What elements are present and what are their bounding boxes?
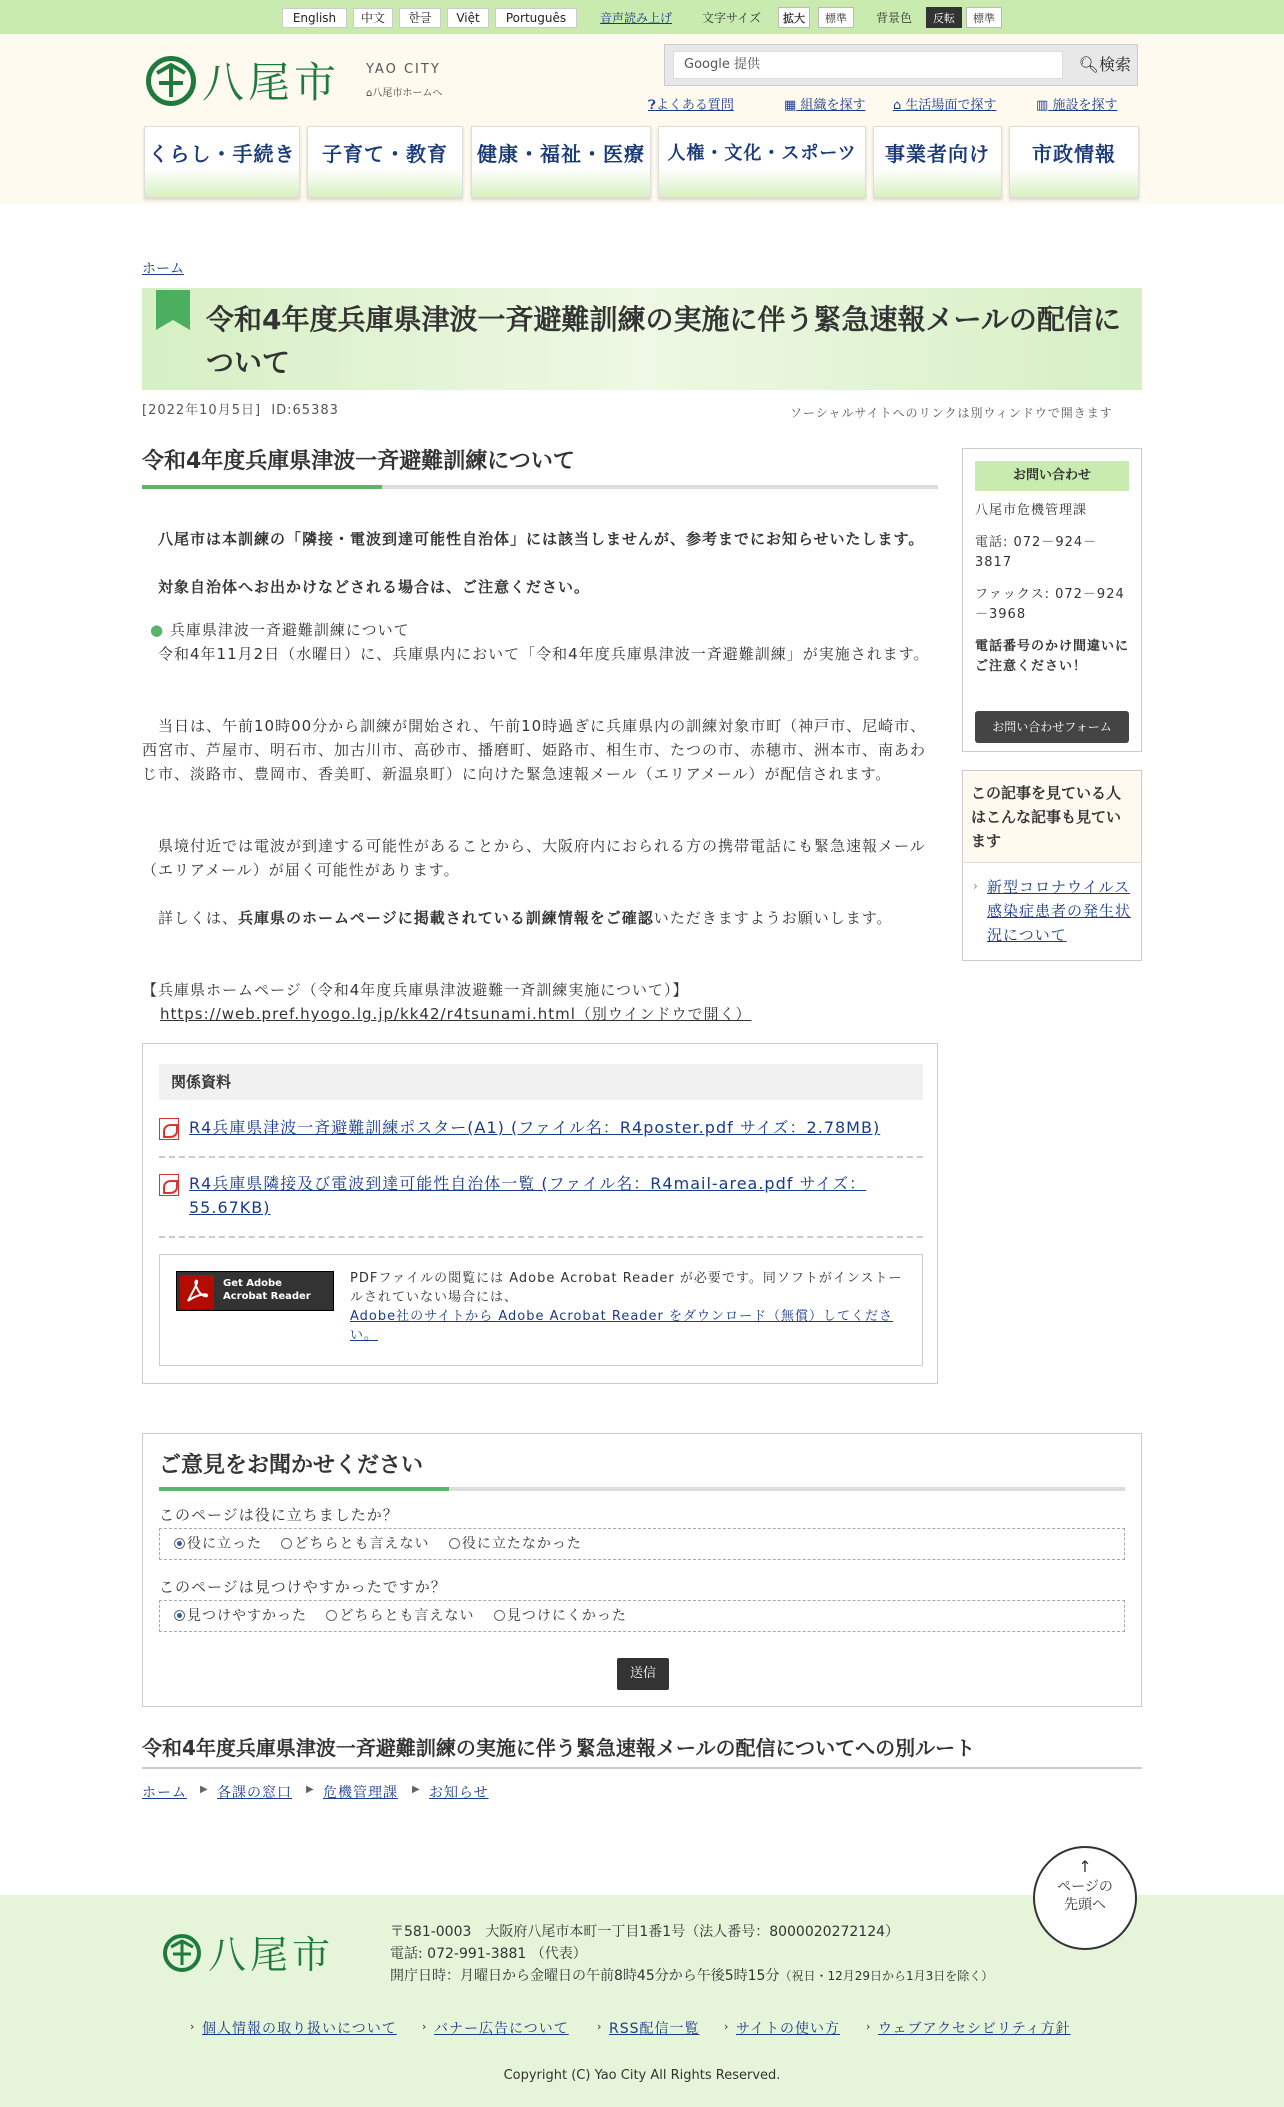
org-icon: ▦ (784, 98, 797, 113)
triangle-right-icon: ▶ (306, 1784, 314, 1795)
utility-bar (0, 0, 1284, 34)
fontsize-large-button[interactable]: 拡大 (778, 7, 810, 28)
footer-hours (390, 1965, 993, 1985)
contact-dept: 八尾市危機管理課 (975, 503, 1088, 518)
search-input[interactable]: Google 提供 (673, 51, 1063, 79)
pdf-link-poster[interactable]: R4兵庫県津波一斉避難訓練ポスター(A1) (ファイル名：R4poster.pdf サイズ：2.78MB) (189, 1118, 881, 1137)
contact-form-button[interactable]: お問い合わせフォーム (975, 711, 1129, 743)
house-icon: ⌂ (893, 98, 902, 113)
lang-korean-link[interactable]: 한글 (399, 8, 441, 28)
contact-tel: 電話: 072－924－3817 (975, 535, 1098, 570)
alt-route-heading: 令和4年度兵庫県津波一斉避難訓練の実施に伴う緊急速報メールの配信についてへの別ルート (142, 1732, 1142, 1769)
copyright: Copyright (C) Yao City All Rights Reserved. (503, 2068, 781, 2083)
page-top-line1: ページの (1057, 1879, 1113, 1895)
hyogo-link[interactable]: https://web.pref.hyogo.lg.jp/kk42/r4tsunami.html（別ウインドウで開く） (160, 1005, 752, 1023)
notice-text-1: 八尾市は本訓練の「隣接・電波到達可能性自治体」には該当しませんが、参考までにお知らせいたします。 (158, 530, 925, 548)
search-button[interactable] (1063, 51, 1131, 79)
bullet-dot-icon: ● (150, 621, 165, 639)
adobe-reader-text: Acrobat Reader (223, 1291, 311, 1302)
read-aloud-link[interactable]: 音声読み上げ (600, 11, 673, 25)
alt-route-departments[interactable]: 各課の窓口 (217, 1785, 292, 1801)
nav-culture[interactable]: 人権・文化・スポーツ (658, 126, 866, 198)
find-org-label: 組織を探す (800, 98, 866, 113)
feedback-options-2 (159, 1600, 1125, 1632)
footer-hours-text: 開庁日時：月曜日から金曜日の午前8時45分から午後5時15分 (390, 1968, 780, 1984)
home-link-label: 八尾市ホームへ (372, 88, 443, 99)
footer-hours-note: （祝日・12月29日から1月3日を除く） (779, 1969, 994, 1983)
footer-link-rss[interactable]: RSS配信一覧 (609, 2021, 700, 2037)
radio-easy[interactable] (174, 1608, 307, 1624)
radio-useful[interactable] (174, 1536, 262, 1552)
related-articles (962, 770, 1142, 961)
paragraph-1: 令和4年11月2日（水曜日）に、兵庫県内において「令和4年度兵庫県津波一斉避難訓練」が実施されます。 (158, 645, 930, 663)
triangle-right-icon: ▶ (412, 1784, 420, 1795)
divider (159, 1236, 923, 1238)
alt-route-news[interactable]: お知らせ (429, 1785, 489, 1801)
publish-date-id (142, 399, 339, 418)
radio-hard[interactable] (494, 1608, 627, 1624)
page-title-box (142, 288, 1142, 390)
paragraph-4-a: 詳しくは、 (158, 909, 239, 927)
radio-label: 役に立った (187, 1536, 262, 1552)
page-top-line2: 先頭へ (1064, 1897, 1106, 1913)
footer-link-privacy[interactable]: 個人情報の取り扱いについて (202, 2021, 397, 2037)
radio-not-useful[interactable] (449, 1536, 582, 1552)
radio-button[interactable] (174, 1610, 185, 1621)
home-link[interactable] (366, 84, 442, 99)
contact-box (962, 448, 1142, 752)
pdf-link-area-list[interactable]: R4兵庫県隣接及び電波到達可能性自治体一覧 (ファイル名：R4mail-area.pdf サイズ：55.67KB) (189, 1174, 867, 1217)
radio-label: 見つけにくかった (506, 1608, 627, 1624)
notice-text-2: 対象自治体へお出かけなどされる場合は、ご注意ください。 (158, 578, 591, 596)
footer-logo-text: 八尾市 (208, 1933, 335, 1977)
question-icon: ❓︎ (648, 98, 656, 113)
bullet-item (150, 618, 946, 642)
breadcrumb-home[interactable]: ホーム (142, 261, 184, 277)
adobe-download-link[interactable]: Adobe社のサイトから Adobe Acrobat Reader をダウンロード（無償）してください。 (350, 1309, 894, 1343)
chevron-right-icon: › (866, 2020, 871, 2033)
radio-neutral-2[interactable] (326, 1608, 474, 1624)
fontsize-label: 文字サイズ (702, 11, 762, 25)
chevron-right-icon: › (422, 2020, 427, 2033)
pdf-icon (159, 1174, 179, 1196)
footer-address: 〒581-0003 大阪府八尾市本町一丁目1番1号（法人番号：8000020272124） (390, 1924, 900, 1940)
building-icon: ▥ (1036, 98, 1049, 113)
home-icon: ⌂ (366, 88, 373, 99)
radio-button[interactable] (494, 1610, 505, 1621)
radio-button[interactable] (174, 1538, 185, 1549)
lang-portuguese-link[interactable]: Português (495, 8, 577, 28)
feedback-heading: ご意見をお聞かせください (159, 1448, 1125, 1491)
contact-warning: 電話番号のかけ間違いにご注意ください！ (975, 639, 1130, 674)
find-facility-link[interactable] (1036, 94, 1117, 113)
page-top-button[interactable] (1033, 1846, 1137, 1950)
search-icon: 🔍︎ (1078, 55, 1099, 74)
find-life-scene-label: 生活場面で探す (905, 98, 997, 113)
lang-english-link[interactable]: English (282, 8, 347, 28)
bg-standard-button[interactable]: 標準 (966, 7, 1002, 28)
get-acrobat-reader-badge[interactable] (176, 1271, 334, 1311)
related-documents-heading: 関係資料 (159, 1064, 923, 1100)
adobe-text: PDFファイルの閲覧には Adobe Acrobat Reader が必要です。同ソフトがインストールされていない場合には、 (350, 1271, 903, 1305)
page-id: ID:65383 (271, 403, 339, 418)
paragraph-4-b: 兵庫県のホームページに掲載されている訓練情報をご確認 (238, 909, 654, 927)
chevron-right-icon: › (973, 879, 978, 893)
city-emblem-icon[interactable] (146, 56, 196, 106)
bgcolor-label: 背景色 (876, 11, 913, 25)
lang-chinese-link[interactable]: 中文 (353, 8, 393, 28)
search-button-label: 検索 (1098, 55, 1131, 74)
bullet-text: 兵庫県津波一斉避難訓練について (169, 621, 410, 639)
footer-link-howto[interactable]: サイトの使い方 (736, 2021, 841, 2037)
find-facility-label: 施設を探す (1052, 98, 1118, 113)
section-heading: 令和4年度兵庫県津波一斉避難訓練について (142, 444, 938, 489)
site-search (664, 44, 1138, 86)
radio-button[interactable] (326, 1610, 337, 1621)
hyogo-label: 【兵庫県ホームページ（令和4年度兵庫県津波避難一斉訓練実施について）】 (142, 981, 689, 999)
feedback-question-2: このページは見つけやすかったですか？ (159, 1578, 447, 1596)
publish-date: [2022年10月5日] (142, 403, 262, 418)
footer-link-accessibility[interactable]: ウェブアクセシビリティ方針 (878, 2021, 1071, 2037)
feedback-form (142, 1433, 1142, 1707)
alt-route-crisis-mgmt[interactable]: 危機管理課 (323, 1785, 398, 1801)
divider (159, 1156, 923, 1158)
chevron-right-icon: › (724, 2020, 729, 2033)
contact-fax: ファックス: 072－924－3968 (975, 587, 1125, 622)
fontsize-standard-button[interactable]: 標準 (818, 7, 854, 28)
adobe-description (350, 1269, 910, 1345)
nav-childcare[interactable]: 子育て・教育 (307, 126, 463, 198)
radio-label: どちらとも言えない (294, 1536, 430, 1552)
radio-label: 見つけやすかった (187, 1608, 307, 1624)
pdf-icon (159, 1118, 179, 1140)
paragraph-2: 当日は、午前10時00分から訓練が開始され、午前10時過ぎに兵庫県内の訓練対象市町（神戸市、尼崎市、西宮市、芦屋市、明石市、加古川市、高砂市、播磨町、姫路市、相生市、たつの市、赤穂市、洲本市、南あわじ市、淡路市、豊岡市、香美町、新温泉町）に向けた緊急速報メール（エリアメール）が配信されます。 (142, 717, 927, 783)
faq-label: よくある質問 (655, 98, 734, 113)
chevron-right-icon: › (597, 2020, 602, 2033)
bg-invert-button[interactable]: 反転 (926, 7, 962, 28)
nav-business[interactable]: 事業者向け (873, 126, 1002, 198)
site-logo-text[interactable]: 八尾市 (202, 58, 341, 107)
radio-label: 役に立たなかった (461, 1536, 582, 1552)
footer-emblem-icon (163, 1934, 201, 1972)
social-note: ソーシャルサイトへのリンクは別ウィンドウで開きます (790, 406, 1113, 420)
bookmark-icon (156, 290, 190, 330)
chevron-right-icon: › (190, 2020, 195, 2033)
related-articles-heading: この記事を見ている人はこんな記事も見ています (963, 771, 1141, 863)
related-article-link[interactable]: 新型コロナウイルス感染症患者の発生状況について (987, 878, 1132, 944)
nav-city-info[interactable]: 市政情報 (1009, 126, 1139, 198)
nav-living[interactable]: くらし・手続き (144, 126, 300, 198)
feedback-submit-button[interactable]: 送信 (617, 1658, 669, 1690)
triangle-right-icon: ▶ (200, 1784, 208, 1795)
feedback-options-1 (159, 1528, 1125, 1560)
acrobat-icon (180, 1275, 214, 1309)
paragraph-3: 県境付近では電波が到達する可能性があることから、大阪府内におられる方の携帯電話にも緊急速報メール（エリアメール）が届く可能性があります。 (142, 837, 926, 879)
adobe-reader-box (159, 1254, 923, 1366)
adobe-get-text: Get Adobe (223, 1278, 282, 1289)
yao-city-label: YAO CITY (366, 62, 441, 77)
related-documents (142, 1043, 938, 1384)
radio-label: どちらとも言えない (339, 1608, 475, 1624)
radio-neutral[interactable] (281, 1536, 429, 1552)
radio-button[interactable] (281, 1538, 292, 1549)
paragraph-4-c: いただきますようお願いします。 (653, 909, 893, 927)
find-org-link[interactable] (784, 94, 865, 113)
find-life-scene-link[interactable] (893, 94, 996, 113)
lang-vietnamese-link[interactable]: Việt (447, 8, 489, 28)
footer-link-banner[interactable]: バナー広告について (434, 2021, 569, 2037)
page-title: 令和4年度兵庫県津波一斉避難訓練の実施に伴う緊急速報メールの配信について (206, 303, 1121, 379)
paragraph-4 (142, 906, 938, 930)
nav-health[interactable]: 健康・福祉・医療 (471, 126, 651, 198)
arrow-up-icon: ↑ (1078, 1857, 1092, 1876)
footer-phone: 電話: 072-991-3881 （代表） (390, 1946, 587, 1962)
alt-route-home[interactable]: ホーム (142, 1785, 187, 1801)
faq-link[interactable] (648, 94, 734, 113)
feedback-question-1: このページは役に立ちましたか？ (159, 1506, 399, 1524)
contact-heading: お問い合わせ (975, 461, 1129, 491)
radio-button[interactable] (449, 1538, 460, 1549)
